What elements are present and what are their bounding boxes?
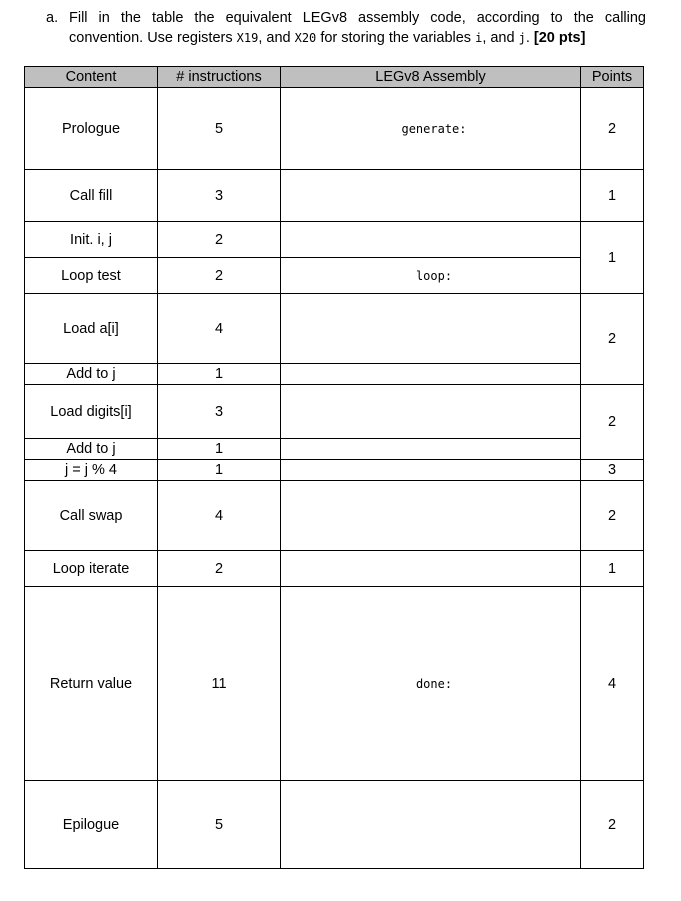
question-points: [20 pts] [533, 30, 586, 46]
count-cell: 1 [158, 364, 281, 385]
content-cell: Load a[i] [25, 294, 158, 364]
header-instructions: # instructions [158, 67, 281, 88]
count-cell: 4 [158, 294, 281, 364]
label-loop: loop: [415, 269, 453, 283]
question-text: convention. Use registers [69, 30, 237, 46]
content-cell: Return value [25, 587, 158, 781]
register-x19: X19 [236, 31, 259, 45]
assembly-cell[interactable] [281, 781, 581, 869]
content-cell: Prologue [25, 88, 158, 170]
variable-i: i [475, 31, 483, 45]
label-done: done: [415, 676, 453, 691]
assembly-cell[interactable] [281, 364, 581, 385]
content-cell: Call swap [25, 481, 158, 551]
table-row [25, 294, 644, 364]
question-text: , and [258, 30, 295, 46]
assembly-cell[interactable] [281, 222, 581, 258]
question-prompt [46, 8, 646, 48]
assembly-cell[interactable] [281, 385, 581, 439]
count-cell: 5 [158, 88, 281, 170]
table-row [25, 551, 644, 587]
points-cell: 1 [581, 551, 644, 587]
points-cell: 2 [581, 294, 644, 385]
content-cell: Call fill [25, 170, 158, 222]
header-row [25, 67, 644, 88]
count-cell: 2 [158, 551, 281, 587]
count-cell: 11 [158, 587, 281, 781]
points-cell: 3 [581, 460, 644, 481]
count-cell: 3 [158, 170, 281, 222]
table-row [25, 222, 644, 258]
header-points: Points [581, 67, 644, 88]
points-cell: 1 [581, 222, 644, 294]
table-row [25, 781, 644, 869]
question-text: , and [482, 30, 519, 46]
table-row [25, 364, 644, 385]
variable-j: j [518, 31, 526, 45]
register-x20: X20 [294, 31, 317, 45]
table-row [25, 258, 644, 294]
assembly-cell[interactable] [281, 587, 581, 781]
table-row [25, 385, 644, 439]
count-cell: 4 [158, 481, 281, 551]
points-cell: 4 [581, 587, 644, 781]
table-row [25, 587, 644, 781]
count-cell: 1 [158, 460, 281, 481]
content-cell: Init. i, j [25, 222, 158, 258]
header-content: Content [25, 67, 158, 88]
points-cell: 2 [581, 781, 644, 869]
assembly-cell[interactable] [281, 258, 581, 294]
points-cell: 1 [581, 170, 644, 222]
label-generate: generate: [401, 121, 467, 136]
content-cell: Epilogue [25, 781, 158, 869]
table-row [25, 481, 644, 551]
content-cell: Loop iterate [25, 551, 158, 587]
question-line-1: Fill in the table the equivalent LEGv8 assembly code, according to the calling [69, 10, 646, 26]
assembly-table [24, 66, 644, 869]
question-line-2 [69, 28, 646, 48]
table-row [25, 439, 644, 460]
table-row [25, 460, 644, 481]
content-cell: j = j % 4 [25, 460, 158, 481]
content-cell: Add to j [25, 439, 158, 460]
points-cell: 2 [581, 385, 644, 460]
assembly-cell[interactable] [281, 170, 581, 222]
question-marker: a. [46, 10, 59, 26]
points-cell: 2 [581, 88, 644, 170]
table-row [25, 88, 644, 170]
count-cell: 5 [158, 781, 281, 869]
count-cell: 2 [158, 222, 281, 258]
assembly-cell[interactable] [281, 88, 581, 170]
assembly-cell[interactable] [281, 439, 581, 460]
count-cell: 2 [158, 258, 281, 294]
assembly-cell[interactable] [281, 481, 581, 551]
header-assembly: LEGv8 Assembly [281, 67, 581, 88]
content-cell: Load digits[i] [25, 385, 158, 439]
count-cell: 3 [158, 385, 281, 439]
assembly-cell[interactable] [281, 460, 581, 481]
assembly-cell[interactable] [281, 294, 581, 364]
question-text: for storing the variables [316, 30, 476, 46]
points-cell: 2 [581, 481, 644, 551]
content-cell: Loop test [25, 258, 158, 294]
table-row [25, 170, 644, 222]
content-cell: Add to j [25, 364, 158, 385]
count-cell: 1 [158, 439, 281, 460]
question-text: . [525, 30, 534, 46]
assembly-cell[interactable] [281, 551, 581, 587]
